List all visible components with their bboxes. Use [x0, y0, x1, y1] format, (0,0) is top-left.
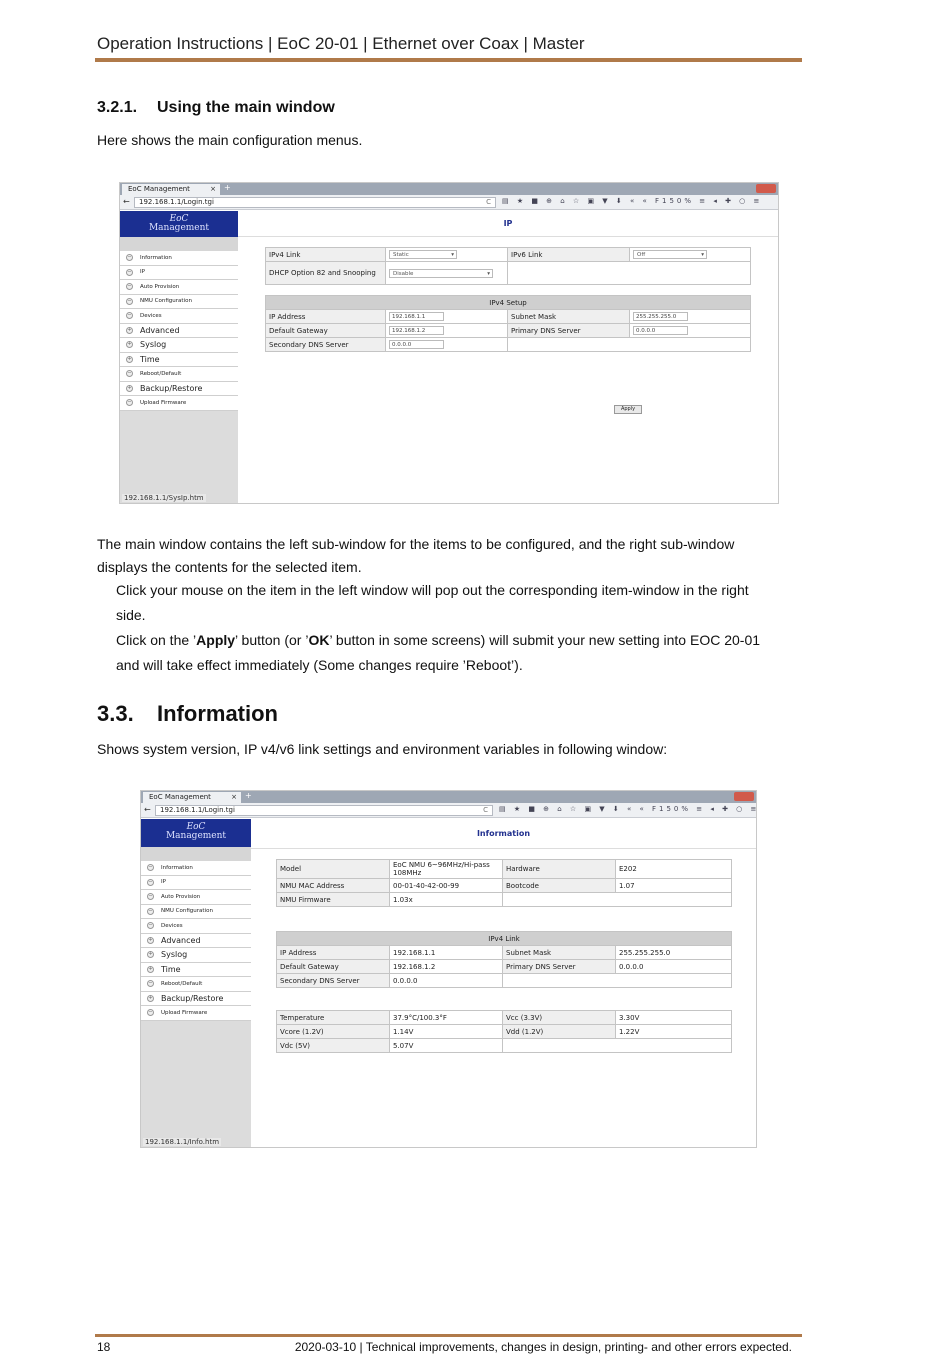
sidebar-item-label: Devices: [140, 312, 162, 319]
sidebar-item-time[interactable]: [141, 963, 251, 978]
default-gateway-label: Default Gateway: [277, 960, 390, 974]
toolbar-icons[interactable]: ▤ ★ ■ ⊕ ⌂ ☆ ▣ ▼ ⬇ « « F150% ≡ ◂ ✚ ○ ≡: [499, 805, 760, 813]
subnet-mask-label: Subnet Mask: [503, 946, 616, 960]
empty-cell: [503, 1039, 732, 1053]
firmware-label: NMU Firmware: [277, 893, 390, 907]
reload-icon[interactable]: C: [486, 198, 491, 206]
paragraph-line: side.: [116, 607, 146, 623]
chevron-down-icon: ▾: [451, 252, 454, 258]
empty-cell: [508, 262, 751, 285]
right-sub-window: [251, 819, 756, 1147]
sidebar-item-auto-provision[interactable]: [120, 280, 238, 295]
section-title: Information: [157, 701, 278, 726]
sidebar-item-time[interactable]: [120, 353, 238, 368]
brand-line-2: Management: [165, 831, 227, 841]
vdd-value: 1.22V: [616, 1025, 732, 1039]
expand-icon: +: [127, 355, 132, 362]
footer-text: 2020-03-10 | Technical improvements, changes in design, printing- and other errors expected.: [294, 1340, 792, 1354]
dhcp-option-select[interactable]: [389, 269, 493, 278]
sidebar-item-upload-firmware[interactable]: [120, 396, 238, 411]
section-intro: Here shows the main configuration menus.: [97, 132, 363, 148]
secondary-dns-value: 0.0.0.0: [390, 974, 503, 988]
page-number: 18: [97, 1340, 111, 1354]
dhcp-option-label: DHCP Option 82 and Snooping: [266, 262, 386, 285]
vdc-label: Vdc (5V): [277, 1039, 390, 1053]
sidebar-item-label: Information: [140, 254, 172, 261]
sidebar-item-syslog[interactable]: [120, 338, 238, 353]
ip-address-label: IP Address: [277, 946, 390, 960]
new-tab-icon[interactable]: +: [224, 183, 231, 192]
collapse-icon: −: [148, 980, 153, 987]
sidebar-item-information[interactable]: [141, 861, 251, 876]
vdc-value: 5.07V: [390, 1039, 503, 1053]
collapse-icon: −: [127, 312, 132, 319]
section-intro: Shows system version, IP v4/v6 link settings and environment variables in following window:: [97, 741, 668, 757]
left-sub-window: [141, 819, 251, 1147]
window-controls[interactable]: [756, 184, 776, 193]
close-icon[interactable]: ×: [210, 185, 216, 193]
browser-tabbar: [141, 791, 756, 803]
screenshot-information-page: [140, 790, 760, 1148]
sidebar-item-label: Time: [140, 354, 160, 364]
ipv4-setup-table: [265, 295, 751, 352]
sidebar-item-advanced[interactable]: [141, 934, 251, 949]
expand-icon: +: [148, 965, 153, 972]
browser-tab[interactable]: [122, 184, 220, 195]
collapse-icon: −: [148, 922, 153, 929]
browser-tabbar: [120, 183, 778, 195]
sidebar-item-devices[interactable]: [120, 309, 238, 324]
menu-list: [120, 251, 238, 411]
ipv4-link-value: Static: [393, 252, 409, 258]
collapse-icon: −: [148, 864, 153, 871]
firmware-value: 1.03x: [390, 893, 503, 907]
paragraph-line: displays the contents for the selected item.: [97, 559, 362, 575]
mac-address-value: 00-01-40-42-00-99: [390, 879, 503, 893]
text-run: ’ button in some screens) will submit your new setting into EOC 20-01: [329, 632, 761, 648]
subnet-mask-value: 255.255.255.0: [616, 946, 732, 960]
ip-address-value: 192.168.1.1: [390, 946, 503, 960]
model-label: Model: [277, 860, 390, 879]
hardware-label: Hardware: [503, 860, 616, 879]
expand-icon: +: [148, 936, 153, 943]
model-value: EoC NMU 6~96MHz/Hi-pass 108MHz: [390, 860, 503, 879]
ipv4-setup-header: IPv4 Setup: [266, 296, 751, 310]
collapse-icon: −: [127, 370, 132, 377]
paragraph-line: The main window contains the left sub-window for the items to be configured, and the right sub-window: [97, 536, 735, 552]
ipv6-link-value: Off: [637, 252, 646, 258]
collapse-icon: −: [148, 893, 153, 900]
sidebar-item-label: Upload Firmware: [140, 399, 187, 406]
close-icon[interactable]: ×: [231, 793, 237, 801]
address-bar[interactable]: [134, 197, 496, 208]
collapse-icon: −: [127, 399, 132, 406]
secondary-dns-input[interactable]: 0.0.0.0: [389, 340, 444, 349]
tab-title: EoC Management: [149, 793, 211, 801]
sidebar-item-reboot-default[interactable]: [141, 977, 251, 992]
section-heading-3-2-1: [97, 99, 335, 117]
collapse-icon: −: [127, 283, 132, 290]
left-sub-window: [120, 211, 238, 503]
vcore-value: 1.14V: [390, 1025, 503, 1039]
paragraph-line: Click your mouse on the item in the left window will pop out the corresponding item-window in the right: [116, 582, 749, 598]
dhcp-option-value: Disable: [393, 270, 414, 277]
chevron-down-icon: ▾: [487, 270, 490, 277]
primary-dns-value: 0.0.0.0: [616, 960, 732, 974]
brand-logo: [141, 819, 251, 847]
sidebar-item-ip[interactable]: [141, 876, 251, 891]
expand-icon: +: [127, 326, 132, 333]
browser-navbar: [141, 803, 760, 818]
collapse-icon: −: [127, 297, 132, 304]
ipv6-link-select[interactable]: [633, 250, 707, 259]
section-number: 3.2.1.: [97, 99, 138, 116]
primary-dns-label: Primary DNS Server: [503, 960, 616, 974]
ip-address-input[interactable]: 192.168.1.1: [389, 312, 444, 321]
text-run: Click on the ’: [116, 632, 197, 648]
page-title: Information: [251, 819, 756, 849]
collapse-icon: −: [148, 1009, 153, 1016]
sidebar-item-label: IP: [140, 269, 145, 276]
text-run: ’ button (or ’: [235, 632, 309, 648]
apply-emphasis: Apply: [196, 632, 236, 648]
back-arrow-icon[interactable]: ←: [123, 197, 130, 206]
expand-icon: +: [148, 994, 153, 1001]
section-number: 3.3.: [97, 701, 134, 726]
sidebar-item-label: Syslog: [161, 950, 188, 960]
document-header: Operation Instructions | EoC 20-01 | Ethernet over Coax | Master: [97, 34, 585, 53]
browser-navbar: [120, 195, 778, 210]
ipv4-link-table: [276, 931, 732, 988]
primary-dns-input[interactable]: 0.0.0.0: [633, 326, 688, 335]
status-bar-url: 192.168.1.1/Info.htm: [145, 1138, 220, 1146]
reload-icon[interactable]: C: [483, 806, 488, 814]
ipv4-link-label: IPv4 Link: [266, 248, 386, 262]
paragraph-main-window: [97, 533, 734, 579]
expand-icon: +: [127, 384, 132, 391]
temperature-value: 37.9°C/100.3°F: [390, 1011, 503, 1025]
mac-address-label: NMU MAC Address: [277, 879, 390, 893]
status-bar-url: 192.168.1.1/SysIp.htm: [124, 494, 204, 502]
paragraph-line: and will take effect immediately (Some changes require ’Reboot’).: [116, 657, 523, 673]
sidebar-item-label: NMU Configuration: [140, 298, 192, 305]
menu-list: [141, 861, 251, 1021]
bootcode-label: Bootcode: [503, 879, 616, 893]
sidebar-item-label: Auto Provision: [161, 893, 201, 900]
collapse-icon: −: [148, 878, 153, 885]
section-title: Using the main window: [157, 99, 335, 116]
toolbar-icons[interactable]: ▤ ★ ■ ⊕ ⌂ ☆ ▣ ▼ ⬇ « « F150% ≡ ◂ ✚ ○ ≡: [502, 197, 763, 205]
brand-line-2: Management: [148, 223, 210, 233]
hardware-value: E202: [616, 860, 732, 879]
vcc-value: 3.30V: [616, 1011, 732, 1025]
sidebar-item-information[interactable]: [120, 251, 238, 266]
subnet-mask-input[interactable]: 255.255.255.0: [633, 312, 688, 321]
sidebar-item-devices[interactable]: [141, 919, 251, 934]
sidebar-item-backup-restore[interactable]: [141, 992, 251, 1007]
url-text: 192.168.1.1/Login.tgi: [160, 806, 235, 814]
default-gateway-input[interactable]: 192.168.1.2: [389, 326, 444, 335]
paragraph-apply: [116, 628, 786, 678]
sidebar-item-label: IP: [161, 879, 166, 886]
secondary-dns-label: Secondary DNS Server: [277, 974, 390, 988]
expand-icon: +: [148, 951, 153, 958]
collapse-icon: −: [127, 268, 132, 275]
chevron-down-icon: ▾: [701, 252, 704, 258]
ip-link-table: [265, 247, 751, 285]
footer-rule: [95, 1334, 802, 1337]
sidebar-item-auto-provision[interactable]: [141, 890, 251, 905]
browser-tab[interactable]: [143, 792, 241, 803]
new-tab-icon[interactable]: +: [245, 791, 252, 800]
primary-dns-label: Primary DNS Server: [508, 324, 630, 338]
default-gateway-value: 192.168.1.2: [390, 960, 503, 974]
sidebar-item-upload-firmware[interactable]: [141, 1006, 251, 1021]
right-sub-window: [238, 211, 778, 503]
empty-cell: [508, 338, 751, 352]
subnet-mask-label: Subnet Mask: [508, 310, 630, 324]
ipv4-link-select[interactable]: [389, 250, 457, 259]
sidebar-item-label: Syslog: [140, 340, 167, 350]
brand-line-1: EoC: [186, 822, 206, 832]
sidebar-item-label: Advanced: [161, 935, 201, 945]
ok-emphasis: OK: [308, 632, 330, 648]
system-info-table: [276, 859, 732, 907]
bootcode-value: 1.07: [616, 879, 732, 893]
sidebar-item-label: Reboot/Default: [140, 370, 182, 377]
sidebar-item-label: Time: [161, 964, 181, 974]
sidebar-item-ip[interactable]: [120, 266, 238, 281]
sidebar-item-label: NMU Configuration: [161, 908, 213, 915]
url-text: 192.168.1.1/Login.tgi: [139, 198, 214, 206]
sidebar-item-nmu-configuration[interactable]: [120, 295, 238, 310]
sidebar-item-backup-restore[interactable]: [120, 382, 238, 397]
section-heading-3-3: [97, 701, 278, 727]
sidebar-item-label: Advanced: [140, 325, 180, 335]
screenshot-ip-page: [119, 182, 779, 504]
sidebar-item-label: Devices: [161, 922, 183, 929]
environment-table: [276, 1010, 732, 1053]
apply-button[interactable]: Apply: [614, 405, 642, 414]
sidebar-item-reboot-default[interactable]: [120, 367, 238, 382]
address-bar[interactable]: [155, 805, 493, 816]
sidebar-item-label: Reboot/Default: [161, 980, 203, 987]
ip-address-label: IP Address: [266, 310, 386, 324]
temperature-label: Temperature: [277, 1011, 390, 1025]
expand-icon: +: [127, 341, 132, 348]
empty-cell: [503, 893, 732, 907]
header-rule: [95, 58, 802, 62]
sidebar-item-nmu-configuration[interactable]: [141, 905, 251, 920]
sidebar-item-label: Upload Firmware: [161, 1009, 208, 1016]
empty-cell: [503, 974, 732, 988]
paragraph-line: [116, 628, 786, 653]
page-title: IP: [238, 211, 778, 237]
sidebar-gap: [120, 237, 238, 251]
vcore-label: Vcore (1.2V): [277, 1025, 390, 1039]
ipv4-link-header: IPv4 Link: [277, 932, 732, 946]
sidebar-item-label: Auto Provision: [140, 283, 180, 290]
sidebar-item-advanced[interactable]: [120, 324, 238, 339]
default-gateway-label: Default Gateway: [266, 324, 386, 338]
vcc-label: Vcc (3.3V): [503, 1011, 616, 1025]
ipv6-link-label: IPv6 Link: [508, 248, 630, 262]
brand-logo: [120, 211, 238, 237]
sidebar-item-label: Backup/Restore: [161, 993, 224, 1003]
tab-title: EoC Management: [128, 185, 190, 193]
back-arrow-icon[interactable]: ←: [144, 805, 151, 814]
sidebar-item-label: Information: [161, 864, 193, 871]
paragraph-click-item: [116, 578, 786, 628]
brand-line-1: EoC: [169, 214, 189, 224]
vdd-label: Vdd (1.2V): [503, 1025, 616, 1039]
sidebar-item-label: Backup/Restore: [140, 383, 203, 393]
collapse-icon: −: [127, 254, 132, 261]
sidebar-item-syslog[interactable]: [141, 948, 251, 963]
sidebar-gap: [141, 847, 251, 861]
window-controls[interactable]: [734, 792, 754, 801]
collapse-icon: −: [148, 907, 153, 914]
secondary-dns-label: Secondary DNS Server: [266, 338, 386, 352]
